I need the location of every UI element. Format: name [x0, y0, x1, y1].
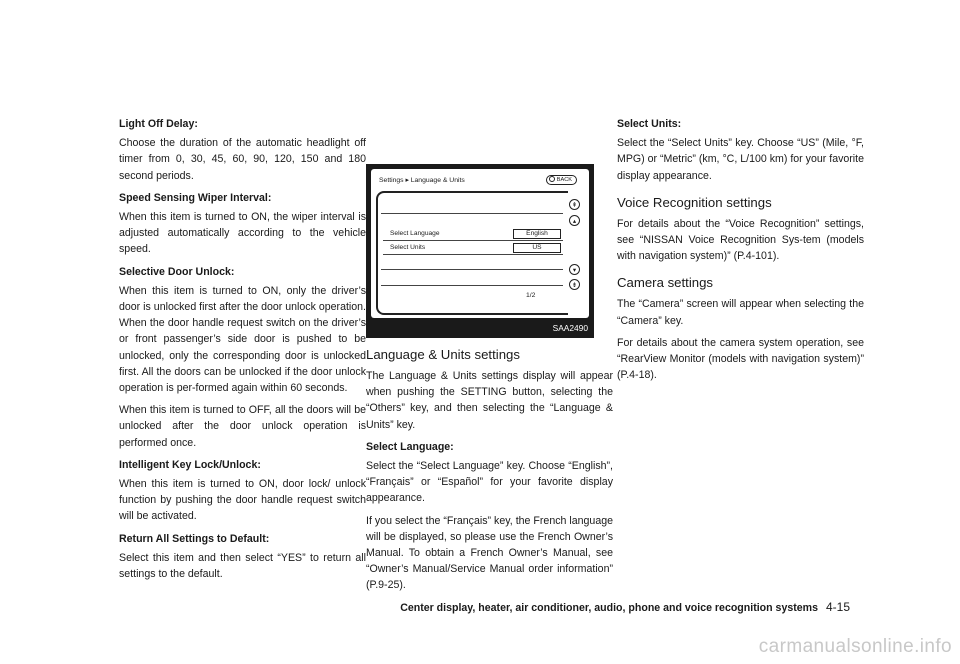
heading-select-units: Select Units: — [617, 118, 682, 130]
scroll-down-icon[interactable]: ▾ — [569, 264, 580, 275]
select-language-label[interactable]: Select Language — [390, 230, 440, 237]
display-screen — [371, 169, 589, 318]
column-right — [617, 116, 864, 389]
page-indicator: 1/2 — [526, 292, 536, 299]
settings-panel — [376, 191, 568, 315]
heading-intelligent-key: Intelligent Key Lock/Unlock: — [119, 458, 261, 471]
scroll-bottom-icon[interactable]: ⇟ — [569, 279, 580, 290]
heading-light-off-delay: Light Off Delay: — [119, 118, 198, 130]
back-icon — [549, 176, 555, 182]
column-middle — [366, 346, 613, 600]
figure-caption: SAA2490 — [552, 323, 588, 333]
back-button[interactable] — [546, 175, 577, 185]
watermark: carmanualsonline.info — [758, 636, 952, 657]
select-units-label[interactable]: Select Units — [390, 244, 426, 251]
heading-return-defaults: Return All Settings to Default: — [119, 532, 270, 545]
back-label: BACK — [556, 177, 572, 183]
text-select-language: Select the “Select Language” key. Choose “English”, “Français” or “Español” for your favorite display appearance. — [366, 460, 613, 505]
heading-camera-settings: Camera settings — [617, 275, 714, 291]
text-speed-sensing-wiper: When this item is turned to ON, the wiper interval is adjusted automatically according to the vehicle speed. — [119, 211, 366, 256]
text-selective-door-unlock-off: When this item is turned to OFF, all the doors will be unlocked after the door unlock operation is performed once. — [119, 404, 366, 449]
select-units-value[interactable]: US — [513, 243, 561, 253]
column-left — [119, 116, 366, 588]
scroll-up-icon[interactable]: ▴ — [569, 215, 580, 226]
text-light-off-delay: Choose the duration of the automatic headlight off timer from 0, 30, 45, 60, 90, 120, 150 and 180 second periods. — [119, 137, 366, 182]
scroll-top-icon[interactable]: ⇞ — [569, 199, 580, 210]
text-language-units-settings: The Language & Units settings display will appear when pushing the SETTING button, selecting the “Others” key, and then selecting the “Language & Units” key. — [366, 370, 613, 431]
heading-language-units-settings: Language & Units settings — [366, 347, 520, 362]
text-return-defaults: Select this item and then select “YES” to return all settings to the default. — [119, 551, 366, 581]
text-select-units: Select the “Select Units” key. Choose “US” (Mile, °F, MPG) or “Metric” (km, °C, L/100 km) for your favorite display appearance. — [617, 137, 864, 182]
heading-voice-recognition-settings: Voice Recognition settings — [617, 194, 772, 210]
heading-speed-sensing-wiper: Speed Sensing Wiper Interval: — [119, 191, 272, 204]
select-language-value[interactable]: English — [513, 229, 561, 239]
page-number: 4-15 — [825, 600, 850, 614]
footer-chapter-title: Center display, heater, air conditioner, audio, phone and voice recognition systems — [400, 602, 818, 614]
language-units-screen-figure — [366, 164, 594, 338]
divider — [383, 240, 563, 241]
text-intelligent-key: When this item is turned to ON, door lock/ unlock function by pushing the door handle request switch will be activated. — [119, 478, 366, 523]
page-footer — [400, 600, 850, 614]
divider — [381, 213, 563, 214]
divider — [381, 269, 563, 270]
heading-selective-door-unlock: Selective Door Unlock: — [119, 265, 235, 278]
text-selective-door-unlock-on: When this item is turned to ON, only the driver’s door is unlocked first after the door unlock operation. When the door handle request switch on the driver’s or front passenger’s side door is pushed to be unlocked, only the corresponding door is unlocked first. All the doors can be unlocked if the door unlock operation is per-formed again within 60 seconds. — [119, 284, 366, 395]
heading-select-language: Select Language: — [366, 440, 454, 453]
text-french-language: If you select the “Français” key, the French language will be displayed, so please use the French Owner’s Manual. To obtain a French Owner’s Manual, see “Owner’s Manual/Service Manual order information” (P.9-25). — [366, 514, 613, 592]
divider — [381, 285, 563, 286]
text-voice-recognition-settings: For details about the “Voice Recognition” settings, see “NISSAN Voice Recognition Sys-tem (models with navigation system)” (P.4-101). — [617, 217, 864, 263]
divider — [383, 254, 563, 255]
text-camera-settings-2: For details about the camera system operation, see “RearView Monitor (models with navigation system)” (P.4-18). — [617, 336, 864, 382]
text-camera-settings-1: The “Camera” screen will appear when selecting the “Camera” key. — [617, 298, 864, 327]
breadcrumb: Settings ▸ Language & Units — [379, 177, 465, 184]
